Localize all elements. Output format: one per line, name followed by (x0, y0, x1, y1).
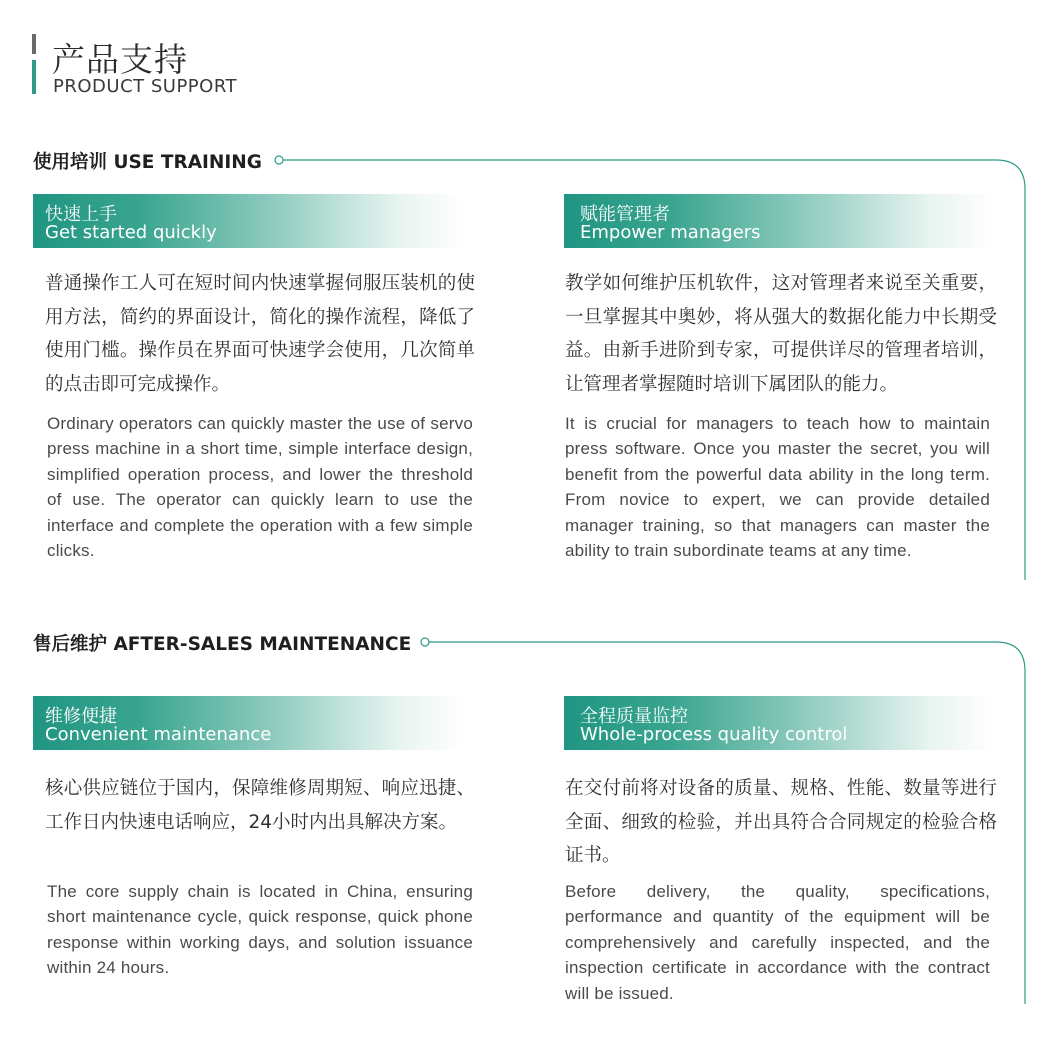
card-title-en: Whole-process quality control (580, 724, 848, 745)
section-title-after-sales: 售后维护 AFTER-SALES MAINTENANCE (33, 634, 412, 655)
card-body-cn: 核心供应链位于国内，保障维修周期短、响应迅捷、工作日内快速电话响应，24小时内出具解决方案。 (45, 778, 475, 833)
header-bracket-decoration (32, 34, 44, 96)
page-title-en: PRODUCT SUPPORT (53, 76, 238, 97)
card-body-cn: 普通操作工人可在短时间内快速掌握伺服压装机的使用方法，简约的界面设计，简化的操作流程，降低了使用门槛。操作员在界面可快速学会使用，几次简单的点击即可完成操作。 (45, 273, 475, 395)
card-header-convenient-maintenance (33, 696, 463, 750)
card-body-cn: 教学如何维护压机软件，这对管理者来说至关重要，一旦掌握其中奥妙，将从强大的数据化能力中长期受益。由新手进阶到专家，可提供详尽的管理者培训，让管理者掌握随时培训下属团队的能力。 (565, 273, 997, 395)
card-title-cn: 维修便捷 (45, 706, 117, 727)
card-body-cn: 在交付前将对设备的质量、规格、性能、数量等进行全面、细致的检验，并出具符合合同规定的检验合格证书。 (565, 778, 997, 866)
bracket-top-bar (32, 34, 36, 54)
card-title-cn: 全程质量监控 (580, 706, 688, 727)
card-body-en: It is crucial for managers to teach how to maintain press software. Once you master the secret, you will benefit from the powerful data ability in the long term. From novice to expert, we can provide detailed manager training, so that managers can master the ability to train subordinate teams at any time. (565, 414, 990, 561)
card-title-cn: 赋能管理者 (580, 204, 670, 225)
card-title-en: Empower managers (580, 222, 761, 243)
card-header-empower-managers (564, 194, 994, 248)
card-body-en: Ordinary operators can quickly master the use of servo press machine in a short time, simple interface design, simplified operation process, and lower the threshold of use. The operator can quickly learn to use the interface and complete the operation with a few simple clicks. (47, 414, 473, 561)
card-header-quality-control (564, 696, 994, 750)
page-header (32, 34, 332, 98)
card-header-get-started (33, 194, 463, 248)
card-body-en: Before delivery, the quality, specifications, performance and quantity of the equipment will be comprehensively and carefully inspected, and the inspection certificate in accordance with the contract will be issued. (565, 882, 990, 1003)
section-title-use-training: 使用培训 USE TRAINING (33, 152, 262, 173)
bracket-bottom-bar (32, 60, 36, 94)
page-title-cn: 产品支持 (52, 40, 188, 79)
card-title-en: Convenient maintenance (45, 724, 272, 745)
card-body-en: The core supply chain is located in China, ensuring short maintenance cycle, quick response, quick phone response within working days, and solution issuance within 24 hours. (47, 882, 473, 978)
card-title-cn: 快速上手 (45, 204, 117, 225)
card-title-en: Get started quickly (45, 222, 217, 243)
